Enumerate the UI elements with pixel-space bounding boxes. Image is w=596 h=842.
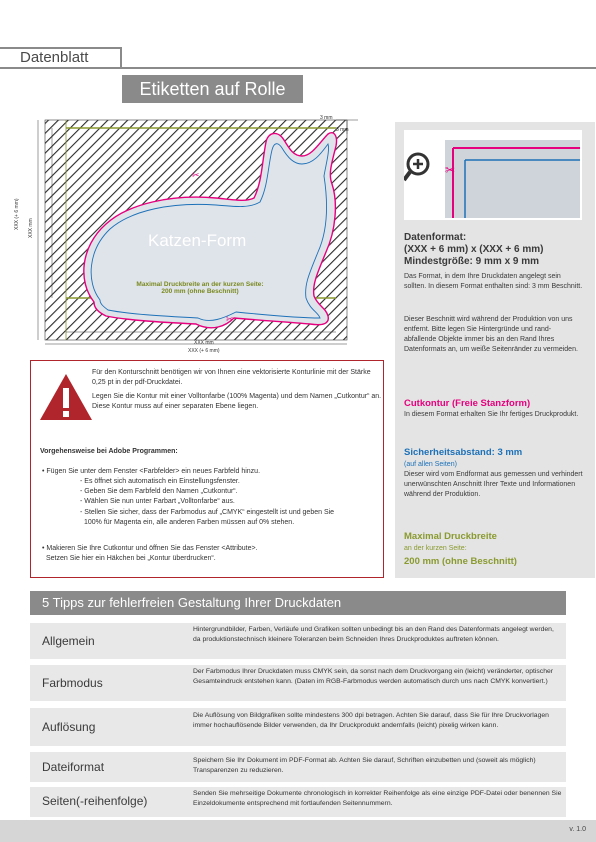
step-8: Setzen Sie hier ein Häkchen bei „Kontur überdrucken“. [46,555,216,562]
step-3: - Geben Sie dem Farbfeld den Namen „Cutkontur“. [80,488,238,495]
tip-text: Senden Sie mehrseitige Dokumente chronologisch in korrekter Reihenfolge als eine einzige PDF-Datei oder benennen Sie Einzeldokumente entsprechend mit fortlaufenden Seitennummern. [193,790,562,807]
scissors-icon: ✂ [445,163,456,177]
warning-triangle-icon [38,372,94,422]
format-desc-1: Das Format, in dem Ihre Druckdaten angelegt sein sollten. In diesem Format enthalten sind: 3 mm Beschnitt. [404,273,583,290]
safe-desc: Dieser wird vom Endformat aus gemessen und verhindert unerwünschten Anschnitt Ihrer Texte und Informationen während der Produktion. [404,471,583,498]
tip-label: Auflösung [42,720,96,734]
step-4: - Wählen Sie nun unter Farbart „Volltonfarbe“ aus. [80,498,235,505]
dim-bottom-inner: XXX mm [194,340,214,346]
format-title: Datenformat: [404,232,467,243]
cut-title: Cutkontur (Freie Stanzform) [404,398,531,409]
tip-label: Allgemein [42,634,95,648]
max-value: 200 mm (ohne Beschnitt) [404,556,517,567]
step-2: - Es öffnet sich automatisch ein Einstellungsfenster. [80,478,240,485]
dim-bottom-outer: XXX (+ 6 mm) [188,348,220,354]
tip-text: Hintergrundbilder, Farben, Verläufe und Grafiken sollten unbedingt bis an den Rand des Datenformats angelegt werden, da produktionstechnisch kleinere Toleranzen beim Schneiden Ihres Druckproduktes auftreten können. [193,626,554,643]
shape-label: Katzen-Form [148,231,247,250]
step-1: • Fügen Sie unter dem Fenster <Farbfelder> ein neues Farbfeld hinzu. [42,468,261,475]
format-value: (XXX + 6 mm) x (XXX + 6 mm) [404,244,544,255]
scissors-icon: ✂ [226,315,234,325]
doc-tag-label: Datenblatt [20,49,89,66]
header-rule [0,67,596,69]
safe-sub: (auf allen Seiten) [404,461,457,468]
page-title: Etiketten auf Rolle [139,79,286,99]
steps-title: Vorgehensweise bei Adobe Programmen: [40,448,178,455]
tip-text: Die Auflösung von Bildgrafiken sollte mindestens 300 dpi betragen. Achten Sie darauf, dass Sie für Ihre Druckvorlagen immer hochauflösende Bilder verwenden, da Ihr Druckprodukt andernfalls (leicht) pixelig wirken kann. [193,712,549,729]
zoom-in-icon [404,150,440,190]
format-desc-2: Dieser Beschnitt wird während der Produktion von uns entfernt. Bitte legen Sie Hintergründe und rand- abfallende Objekte immer bis an den Rand Ihres Datenformats an, um weiße Seitenränder zu vermeiden. [404,316,578,353]
scissors-icon: ✂ [192,171,200,181]
dim-top: 3 mm [320,115,333,121]
dim-left-inner: XXX mm [28,218,34,238]
min-size: Mindestgröße: 9 mm x 9 mm [404,256,540,267]
tip-label: Seiten(-reihenfolge) [42,794,148,808]
step-5: - Stellen Sie sicher, dass der Farbmodus auf „CMYK“ eingestellt ist und geben Sie [80,509,335,516]
dim-right: 3 mm [336,127,349,133]
max-width-note: Maximal Druckbreite an der kurzen Seite: 200 mm (ohne Beschnitt) [136,281,264,295]
step-6: 100% für Magenta ein, alle anderen Farben müssen auf 0% stehen. [84,519,295,526]
tip-text: Der Farbmodus Ihrer Druckdaten muss CMYK sein, da sonst nach dem Druckvorgang ein (leicht) veränderter, optischer Gesamteindruck entstehen kann. (Daten im RGB-Farbmodus werden automatisch durch uns nach CMYK konvertiert.) [193,668,554,685]
dim-left-outer: XXX (+ 6 mm) [14,198,20,230]
format-block [404,232,589,268]
warning-text-1: Für den Konturschnitt benötigen wir von Ihnen eine vektorisierte Konturlinie mit der Stärke 0,25 pt in der pdf-Druckdatei. [92,369,371,386]
corner-detail [445,140,580,218]
cut-desc: In diesem Format erhalten Sie Ihr fertiges Druckprodukt. [404,411,579,418]
version-label: v. 1.0 [569,826,586,833]
tip-label: Farbmodus [42,676,103,690]
max-sub: an der kurzen Seite: [404,545,467,552]
warning-text-2: Legen Sie die Kontur mit einer Volltonfarbe (100% Magenta) und dem Namen „Cutkontur“ an. Diese Kontur muss auf einer separaten Ebene liegen. [92,393,382,410]
step-7: • Makieren Sie Ihre Cutkontur und öffnen Sie das Fenster <Attribute>. [42,545,258,552]
tip-label: Dateiformat [42,760,105,774]
max-title: Maximal Druckbreite [404,531,497,542]
safe-title: Sicherheitsabstand: 3 mm [404,447,523,458]
tip-text: Speichern Sie Ihr Dokument im PDF-Format ab. Achten Sie darauf, Schriften einzubetten und (soweit als möglich) Transparenzen zu reduzieren. [193,757,536,774]
footer-bar [0,820,596,842]
tips-heading: 5 Tipps zur fehlerfreien Gestaltung Ihrer Druckdaten [42,595,342,610]
